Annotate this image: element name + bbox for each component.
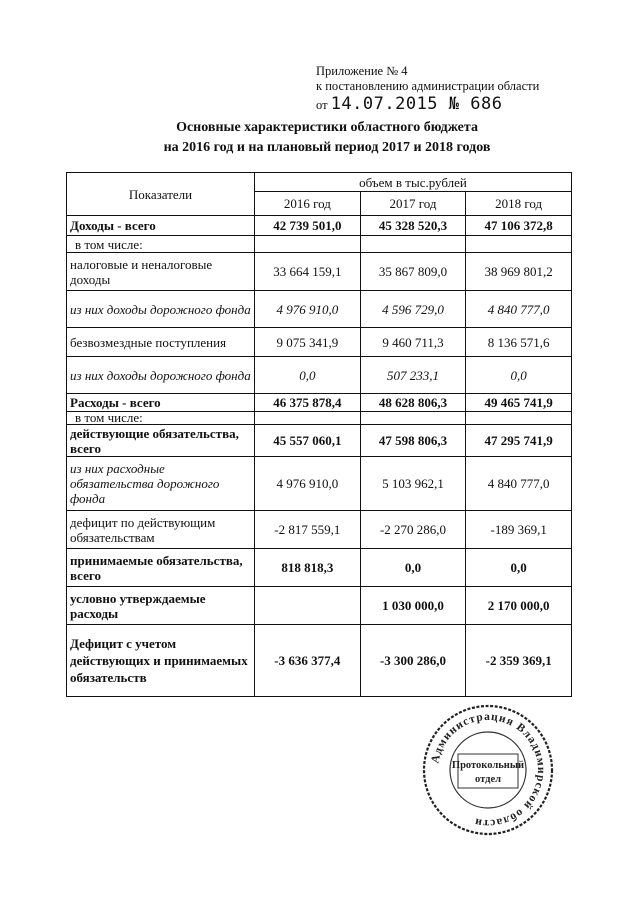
cell-value: 9 460 711,3: [360, 328, 466, 357]
cell-value: 0,0: [466, 357, 572, 394]
row-label: действующие обязательства, всего: [67, 425, 255, 457]
cell-value: 47 106 372,8: [466, 216, 572, 236]
cell-value: 4 976 910,0: [255, 291, 361, 328]
header-indicator: Показатели: [67, 173, 255, 216]
row-label: принимаемые обязательства, всего: [67, 549, 255, 587]
date-prefix: от: [316, 98, 328, 112]
row-label: в том числе:: [67, 236, 255, 253]
cell-value: 42 739 501,0: [255, 216, 361, 236]
cell-value: 0,0: [255, 357, 361, 394]
appendix-number: Приложение № 4: [316, 64, 408, 78]
row-label: из них доходы дорожного фонда: [67, 291, 255, 328]
table-row-road-fund-revenue: [67, 291, 572, 328]
cell-value: 49 465 741,9: [466, 394, 572, 412]
cell-value: 818 818,3: [255, 549, 361, 587]
cell-value: -189 369,1: [466, 511, 572, 549]
cell-value: 45 557 060,1: [255, 425, 361, 457]
cell-value: [255, 587, 361, 625]
budget-table: [66, 172, 572, 697]
document-title: [0, 118, 640, 158]
official-stamp: [420, 702, 556, 838]
cell-value: -2 817 559,1: [255, 511, 361, 549]
table-row-including: [67, 236, 572, 253]
cell-value: 9 075 341,9: [255, 328, 361, 357]
row-label: из них расходные обязательства дорожного фонда: [67, 457, 255, 511]
cell-value: 47 598 806,3: [360, 425, 466, 457]
table-row-revenue-total: [67, 216, 572, 236]
stamp-ring-text: Администрация Владимирской области: [429, 710, 548, 830]
cell-value: 0,0: [466, 549, 572, 587]
cell-value: 38 969 801,2: [466, 253, 572, 291]
table-header-row: [67, 173, 572, 192]
header-year-2016: 2016 год: [255, 192, 361, 216]
row-label: в том числе:: [67, 412, 255, 425]
cell-value: 507 233,1: [360, 357, 466, 394]
table-row-expenses-total: [67, 394, 572, 412]
appendix-date-line: [316, 94, 539, 115]
stamp-center-line-2: отдел: [475, 774, 501, 785]
table-row-conditional-expenses: [67, 587, 572, 625]
cell-value: 47 295 741,9: [466, 425, 572, 457]
table-row-road-fund-expenses: [67, 457, 572, 511]
cell-value: 46 375 878,4: [255, 394, 361, 412]
header-unit: объем в тыс.рублей: [255, 173, 572, 192]
cell-value: 5 103 962,1: [360, 457, 466, 511]
cell-value: 4 840 777,0: [466, 457, 572, 511]
cell-value: -3 636 377,4: [255, 625, 361, 697]
stamp-center-line-1: Протокольный: [451, 760, 525, 771]
row-label: Доходы - всего: [67, 216, 255, 236]
cell-value: -3 300 286,0: [360, 625, 466, 697]
table-row-current-deficit: [67, 511, 572, 549]
cell-value: 0,0: [360, 549, 466, 587]
row-label: дефицит по действующим обязательствам: [67, 511, 255, 549]
cell-value: 8 136 571,6: [466, 328, 572, 357]
row-label: Дефицит с учетом действующих и принимаемых обязательств: [67, 625, 255, 697]
table-row-road-fund-grants: [67, 357, 572, 394]
cell-value: 35 867 809,0: [360, 253, 466, 291]
row-label: условно утверждаемые расходы: [67, 587, 255, 625]
appendix-header: [316, 64, 539, 115]
title-line-1: Основные характеристики областного бюджета: [176, 120, 478, 135]
row-label: Расходы - всего: [67, 394, 255, 412]
cell-value: 45 328 520,3: [360, 216, 466, 236]
header-year-2018: 2018 год: [466, 192, 572, 216]
row-label: налоговые и неналоговые доходы: [67, 253, 255, 291]
row-label: из них доходы дорожного фонда: [67, 357, 255, 394]
table-row-new-obligations: [67, 549, 572, 587]
cell-value: 4 596 729,0: [360, 291, 466, 328]
table-row-current-obligations: [67, 425, 572, 457]
table-row-grants: [67, 328, 572, 357]
cell-value: 33 664 159,1: [255, 253, 361, 291]
cell-value: 4 840 777,0: [466, 291, 572, 328]
resolution-date-number: 14.07.2015 № 686: [330, 94, 503, 114]
cell-value: -2 359 369,1: [466, 625, 572, 697]
title-line-2: на 2016 год и на плановый период 2017 и 2018 годов: [163, 140, 491, 155]
table-row-total-deficit: [67, 625, 572, 697]
cell-value: 4 976 910,0: [255, 457, 361, 511]
table-row-including: [67, 412, 572, 425]
header-year-2017: 2017 год: [360, 192, 466, 216]
cell-value: -2 270 286,0: [360, 511, 466, 549]
table-row-tax-revenue: [67, 253, 572, 291]
cell-value: 48 628 806,3: [360, 394, 466, 412]
cell-value: 2 170 000,0: [466, 587, 572, 625]
appendix-reference: к постановлению администрации области: [316, 79, 540, 93]
cell-value: 1 030 000,0: [360, 587, 466, 625]
row-label: безвозмездные поступления: [67, 328, 255, 357]
